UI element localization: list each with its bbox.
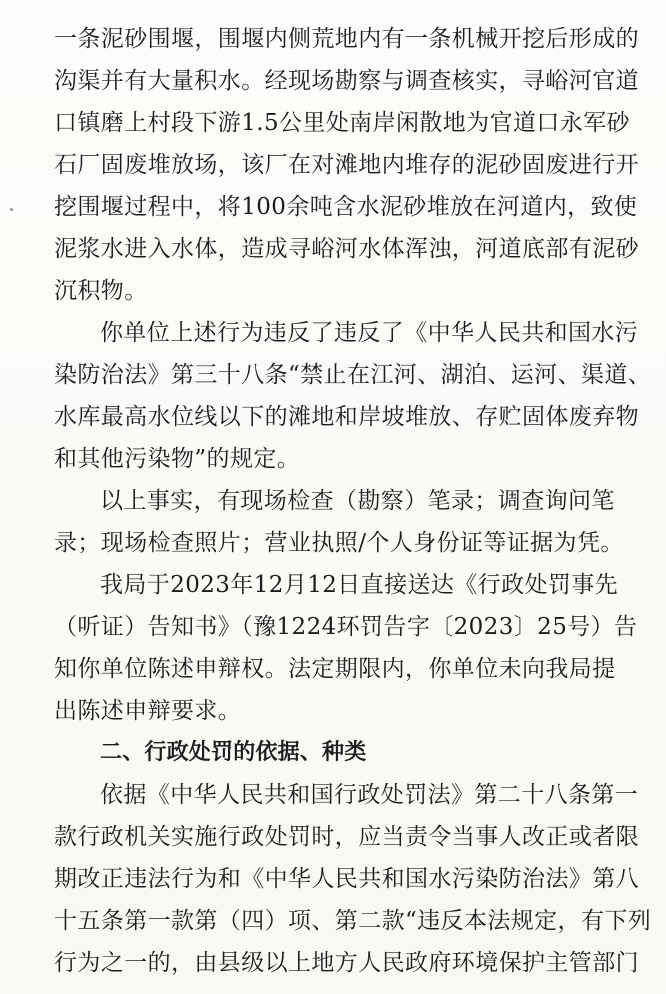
- text-line-5: 挖围堰过程中，将100余吨含水泥砂堆放在河道内，致使: [54, 194, 638, 220]
- text-line-1: 一条泥砂围堰，围堰内侧荒地内有一条机械开挖后形成的: [54, 26, 639, 52]
- scan-speck: [10, 208, 13, 211]
- text-line-4: 石厂固废堆放场，该厂在对滩地内堆存的泥砂固废进行开: [54, 152, 639, 178]
- document-body: [54, 18, 652, 984]
- text-line-19: 依据《中华人民共和国行政处罚法》第二十八条第一: [100, 782, 639, 808]
- text-line-21: 期改正违法行为和《中华人民共和国水污染防治法》第八: [54, 866, 639, 892]
- text-line-17: 出陈述申辩要求。: [54, 698, 242, 724]
- text-line-10: 水库最高水位线以下的滩地和岸坡堆放、存贮固体废弃物: [54, 404, 639, 430]
- text-line-13: 录；现场检查照片；营业执照/个人身份证等证据为凭。: [54, 530, 624, 556]
- text-line-9: 染防治法》第三十八条“禁止在江河、湖泊、运河、渠道、: [54, 362, 652, 388]
- text-line-15: （听证）告知书》（豫1224环罚告字〔2023〕25号）告: [54, 614, 638, 640]
- text-line-6: 泥浆水进入水体，造成寻峪河水体浑浊，河道底部有泥砂: [54, 236, 639, 262]
- text-line-16: 知你单位陈述申辩权。法定期限内，你单位未向我局提: [54, 656, 616, 682]
- section-heading: 二、行政处罚的依据、种类: [100, 740, 367, 765]
- text-line-2: 沟渠并有大量积水。经现场勘察与调查核实，寻峪河官道: [54, 68, 639, 94]
- text-line-8: 你单位上述行为违反了违反了《中华人民共和国水污: [100, 320, 639, 346]
- text-line-11: 和其他污染物”的规定。: [54, 446, 301, 472]
- text-line-22: 十五条第一款第（四）项、第二款“违反本法规定，有下列: [54, 908, 652, 934]
- text-line-23: 行为之一的，由县级以上地方人民政府环境保护主管部门: [54, 950, 639, 976]
- text-line-14: 我局于2023年12月12日直接送达《行政处罚事先: [100, 572, 619, 598]
- text-line-3: 口镇磨上村段下游1.5公里处南岸闲散地为官道口永军砂: [54, 110, 630, 136]
- text-line-12: 以上事实，有现场检查（勘察）笔录；调查询问笔: [100, 488, 615, 514]
- text-line-7: 沉积物。: [54, 278, 148, 304]
- text-line-20: 款行政机关实施行政处罚时，应当责令当事人改正或者限: [54, 824, 639, 850]
